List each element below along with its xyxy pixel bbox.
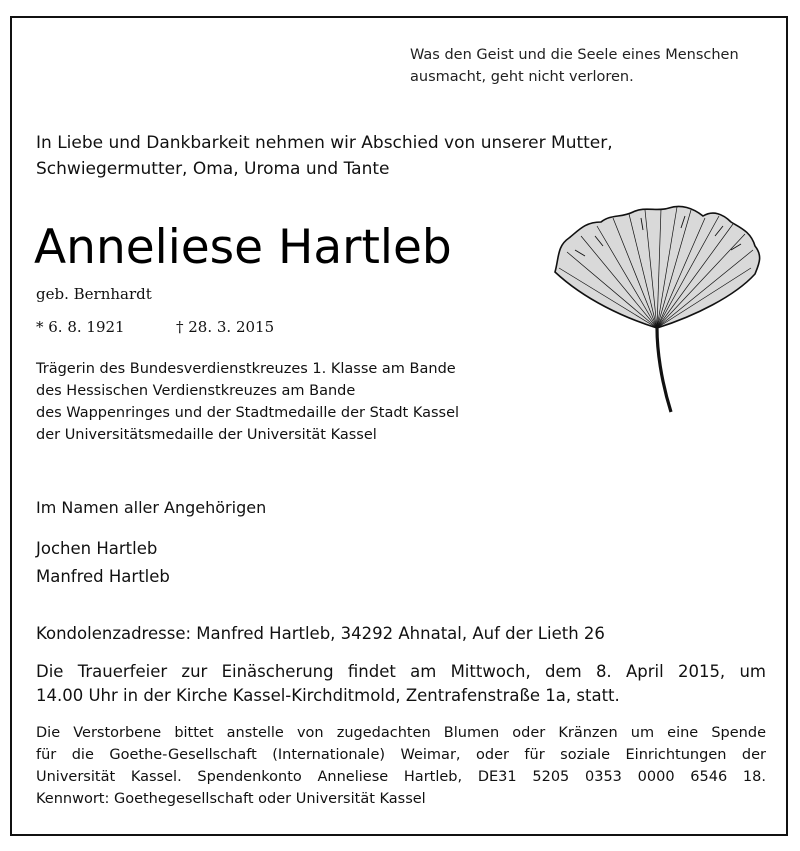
ceremony-info: [36, 660, 766, 708]
deceased-name: Anneliese Hartleb: [34, 220, 452, 275]
signer-name: Jochen Hartleb: [36, 539, 158, 558]
honor-line: Trägerin des Bundesverdienstkreuzes 1. Klasse am Bande: [36, 361, 456, 377]
signers-list: [36, 535, 170, 591]
donation-line: Universität Kassel. Spendenkonto Anneliese Hartleb, DE31 5205 0353 0000 6546 18.: [36, 769, 766, 785]
motto-line: ausmacht, geht nicht verloren.: [410, 69, 634, 85]
signer-name: Manfred Hartleb: [36, 567, 170, 586]
condolence-address: Kondolenzadresse: Manfred Hartleb, 34292 Ahnatal, Auf der Lieth 26: [36, 624, 605, 643]
life-dates: [36, 318, 274, 336]
ginkgo-leaf-icon: [545, 200, 775, 420]
motto-quote: [410, 44, 739, 88]
death-date: † 28. 3. 2015: [176, 318, 275, 336]
birth-date: * 6. 8. 1921: [36, 318, 125, 336]
donation-request: [36, 722, 766, 810]
honor-line: der Universitätsmedaille der Universität Kassel: [36, 427, 377, 443]
family-label: Im Namen aller Angehörigen: [36, 498, 267, 517]
maiden-name: geb. Bernhardt: [36, 285, 152, 303]
honors-list: [36, 358, 459, 446]
donation-line: Die Verstorbene bittet anstelle von zugedachten Blumen oder Kränzen um eine Spende: [36, 725, 766, 741]
honor-line: des Hessischen Verdienstkreuzes am Bande: [36, 383, 356, 399]
intro-text: [36, 130, 613, 182]
donation-line: für die Goethe-Gesellschaft (Internationale) Weimar, oder für soziale Einrichtungen der: [36, 747, 766, 763]
honor-line: des Wappenringes und der Stadtmedaille der Stadt Kassel: [36, 405, 460, 421]
intro-line: In Liebe und Dankbarkeit nehmen wir Abschied von unserer Mutter,: [36, 133, 613, 153]
intro-line: Schwiegermutter, Oma, Uroma und Tante: [36, 159, 390, 179]
ceremony-line: 14.00 Uhr in der Kirche Kassel-Kirchditmold, Zentrafenstraße 1a, statt.: [36, 686, 620, 705]
motto-line: Was den Geist und die Seele eines Menschen: [410, 47, 739, 63]
donation-line: Kennwort: Goethegesellschaft oder Universität Kassel: [36, 791, 426, 807]
ceremony-line: Die Trauerfeier zur Einäscherung findet am Mittwoch, dem 8. April 2015, um: [36, 662, 766, 681]
